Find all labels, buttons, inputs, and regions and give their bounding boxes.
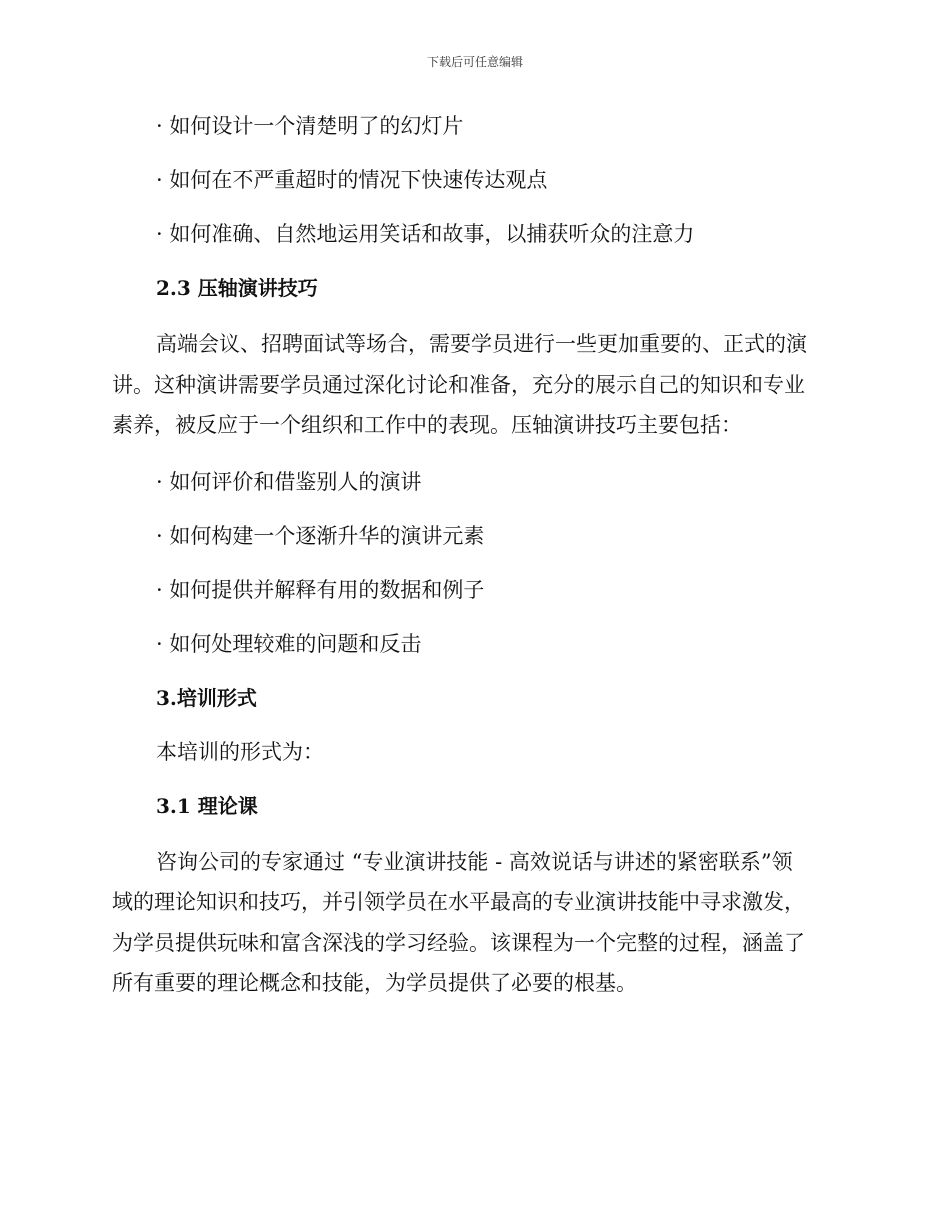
section-heading-2-3: 2.3 压轴演讲技巧 — [156, 276, 318, 300]
page-header: 下载后可任意编辑 — [426, 55, 523, 69]
section-heading-3: 3.培训形式 — [156, 685, 257, 710]
paragraph-line: 高端会议、招聘面试等场合，需要学员进行一些更加重要的、正式的演 — [156, 332, 807, 356]
list-item: · 如何构建一个逐渐升华的演讲元素 — [156, 523, 485, 548]
paragraph-3: 本培训的形式为： — [156, 739, 324, 764]
paragraph-3-1 — [112, 842, 832, 1004]
paragraph-line: 讲。这种演讲需要学员通过深化讨论和准备，充分的展示自己的知识和专业 — [112, 372, 805, 397]
list-item: · 如何设计一个清楚明了的幻灯片 — [156, 114, 464, 138]
document-body — [112, 108, 832, 1022]
paragraph-line: 咨询公司的专家通过 “专业演讲技能 - 高效说话与讲述的紧密联系”领 — [156, 849, 793, 874]
paragraph-line: 所有重要的理论概念和技能，为学员提供了必要的根基。 — [112, 971, 637, 995]
paragraph-line: 为学员提供玩味和富含深浅的学习经验。该课程为一个完整的过程，涵盖了 — [112, 930, 805, 955]
list-item: · 如何处理较难的问题和反击 — [156, 631, 422, 656]
paragraph-2-3 — [112, 324, 832, 446]
list-item: · 如何准确、自然地运用笑话和故事，以捕获听众的注意力 — [156, 222, 695, 246]
paragraph-line: 素养，被反应于一个组织和工作中的表现。压轴演讲技巧主要包括： — [112, 413, 742, 437]
list-item: · 如何评价和借鉴别人的演讲 — [156, 469, 422, 494]
list-item: · 如何在不严重超时的情况下快速传达观点 — [156, 168, 548, 192]
list-item: · 如何提供并解释有用的数据和例子 — [156, 577, 485, 602]
section-heading-3-1: 3.1 理论课 — [156, 793, 258, 818]
paragraph-line: 域的理论知识和技巧，并引领学员在水平最高的专业演讲技能中寻求激发， — [112, 890, 805, 914]
